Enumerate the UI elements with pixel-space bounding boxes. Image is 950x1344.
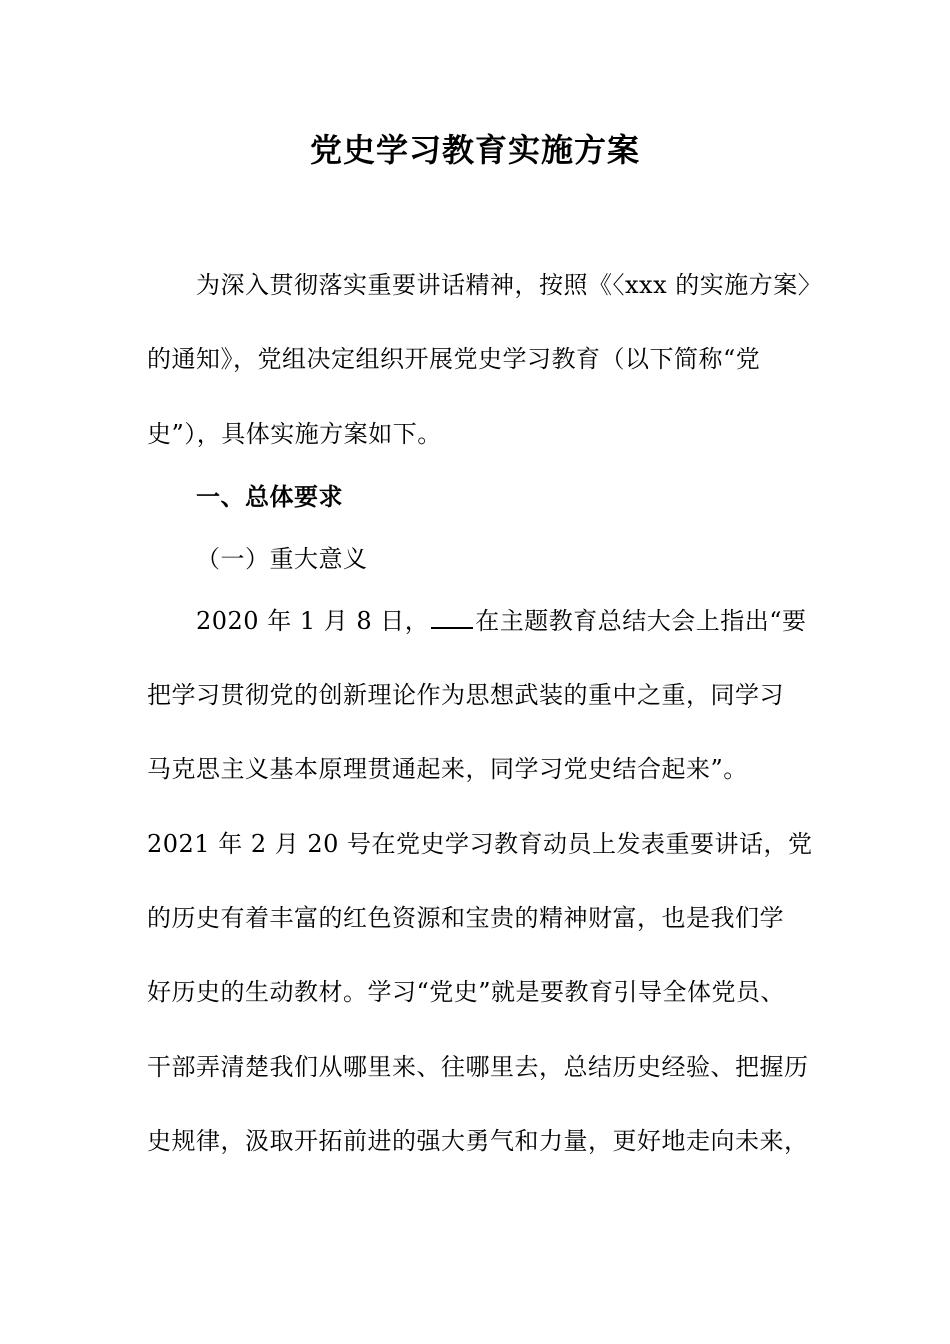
paragraph-line-3: 马克思主义基本原理贯通起来，同学习党史结合起来”。 <box>147 755 748 783</box>
section-heading: 一、总体要求 <box>196 482 343 511</box>
intro-line-2: 的通知》，党组决定组织开展党史学习教育（以下简称“党 <box>147 345 761 373</box>
paragraph-line-7: 干部弄清楚我们从哪里来、往哪里去，总结历史经验、把握历 <box>147 1053 809 1081</box>
paragraph-line-6: 好历史的生动教材。学习“党史”就是要教育引导全体党员、 <box>147 978 786 1006</box>
intro-line-3: 史”），具体实施方案如下。 <box>147 420 442 448</box>
subsection-heading: （一）重大意义 <box>196 545 368 573</box>
paragraph-line-5: 的历史有着丰富的红色资源和宝贵的精神财富，也是我们学 <box>147 904 784 932</box>
paragraph-line-1-end: 在主题教育总结大会上指出“要 <box>475 607 807 635</box>
paragraph-line-2: 把学习贯彻党的创新理论作为思想武装的重中之重，同学习 <box>147 681 784 709</box>
document-title: 党史学习教育实施方案 <box>309 131 640 169</box>
paragraph-line-1 <box>196 604 807 638</box>
paragraph-line-8: 史规律，汲取开拓前进的强大勇气和力量，更好地走向未来， <box>147 1127 809 1155</box>
paragraph-line-4: 2021 年 2 月 20 号在党史学习教育动员上发表重要讲话，党 <box>147 830 813 858</box>
intro-line-1: 为深入贯彻落实重要讲话精神，按照《〈xxx 的实施方案〉 <box>196 271 823 299</box>
paragraph-line-1-start: 2020 年 1 月 8 日， <box>196 607 430 635</box>
blank-underline <box>431 605 473 629</box>
